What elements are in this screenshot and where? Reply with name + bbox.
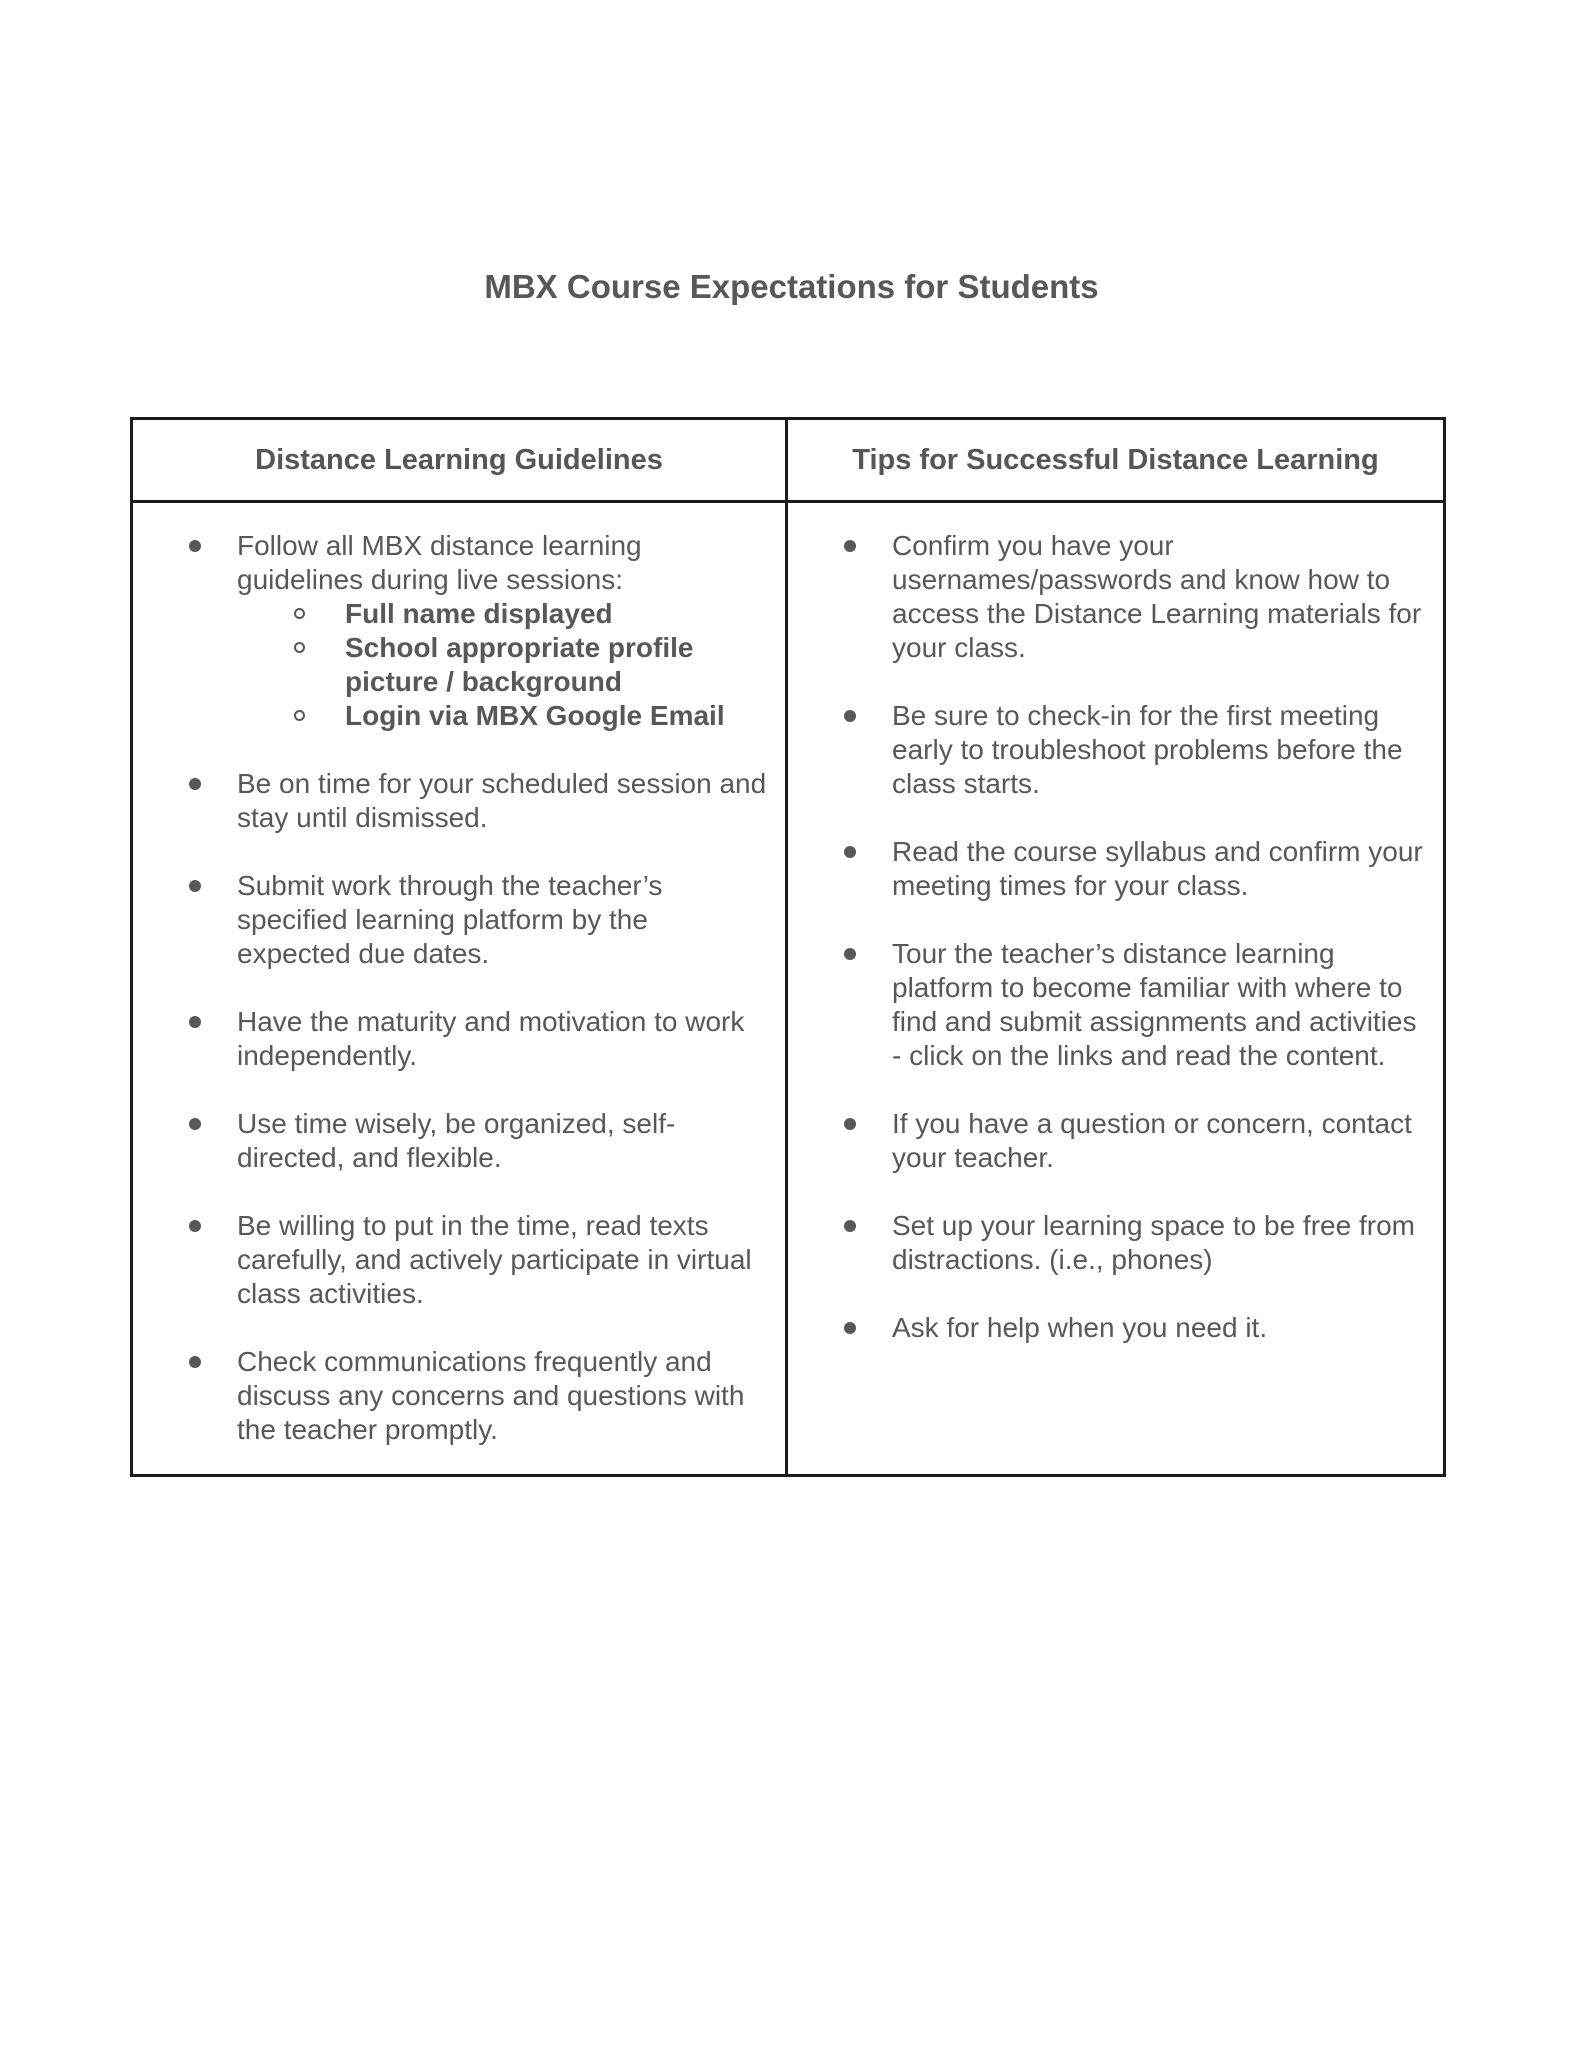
guidelines-header-cell <box>133 420 788 500</box>
guidelines-list <box>153 529 767 1447</box>
list-item <box>153 767 767 835</box>
list-item-text: Ask for help when you need it. <box>892 1312 1268 1343</box>
list-item <box>808 1209 1425 1277</box>
list-item-text: Submit work through the teacher’s specified learning platform by the expected due dates. <box>237 870 663 969</box>
bullet-icon <box>189 1356 201 1368</box>
list-item <box>808 835 1425 903</box>
sub-list <box>237 597 767 733</box>
sub-list-item <box>237 699 767 733</box>
tips-header-label: Tips for Successful Distance Learning <box>852 443 1379 476</box>
list-item-text: Confirm you have your usernames/passwords and know how to access the Distance Learning materials for your class. <box>892 530 1422 663</box>
sub-list-item <box>237 631 767 699</box>
bullet-icon <box>189 1118 201 1130</box>
list-item-text: Set up your learning space to be free from distractions. (i.e., phones) <box>892 1210 1415 1275</box>
bullet-icon <box>844 1322 856 1334</box>
list-item-text: Check communications frequently and discuss any concerns and questions with the teacher promptly. <box>237 1346 745 1445</box>
tips-list <box>808 529 1425 1345</box>
list-item-text: Be willing to put in the time, read texts carefully, and actively participate in virtual class activities. <box>237 1210 752 1309</box>
table-header-row <box>133 420 1443 503</box>
list-item <box>153 1107 767 1175</box>
bullet-icon <box>844 1220 856 1232</box>
guidelines-cell <box>133 503 788 1474</box>
bullet-icon <box>844 540 856 552</box>
list-item <box>153 1209 767 1311</box>
list-item-text: Be sure to check-in for the first meeting early to troubleshoot problems before the class starts. <box>892 700 1403 799</box>
list-item-text: Read the course syllabus and confirm your meeting times for your class. <box>892 836 1423 901</box>
list-item <box>153 1005 767 1073</box>
bullet-icon <box>844 710 856 722</box>
bullet-icon <box>189 1220 201 1232</box>
bullet-icon <box>844 948 856 960</box>
list-item <box>153 1345 767 1447</box>
list-item <box>153 869 767 971</box>
list-item-text: Tour the teacher’s distance learning platform to become familiar with where to find and submit assignments and activities - click on the links and read the content. <box>892 938 1417 1071</box>
tips-header-cell <box>788 420 1443 500</box>
list-item-text: If you have a question or concern, contact your teacher. <box>892 1108 1412 1173</box>
list-item <box>808 699 1425 801</box>
bullet-icon <box>189 1016 201 1028</box>
guidelines-header-label: Distance Learning Guidelines <box>255 443 663 476</box>
bullet-icon <box>844 1118 856 1130</box>
list-item-text: Follow all MBX distance learning guidelines during live sessions: <box>237 530 642 595</box>
list-item <box>808 529 1425 665</box>
sub-list-item-text: Full name displayed <box>345 598 613 629</box>
list-item-text: Be on time for your scheduled session and stay until dismissed. <box>237 768 767 833</box>
bullet-icon <box>189 540 201 552</box>
circle-bullet-icon <box>294 642 305 653</box>
circle-bullet-icon <box>294 710 305 721</box>
tips-cell <box>788 503 1443 1474</box>
list-item <box>153 529 767 733</box>
list-item <box>808 1311 1425 1345</box>
circle-bullet-icon <box>294 608 305 619</box>
bullet-icon <box>189 880 201 892</box>
list-item-text: Have the maturity and motivation to work independently. <box>237 1006 745 1071</box>
expectations-table <box>130 417 1446 1477</box>
bullet-icon <box>189 778 201 790</box>
list-item <box>808 1107 1425 1175</box>
page-title: MBX Course Expectations for Students <box>484 268 1099 305</box>
list-item-text: Use time wisely, be organized, self-directed, and flexible. <box>237 1108 676 1173</box>
bullet-icon <box>844 846 856 858</box>
table-body-row <box>133 503 1443 1474</box>
sub-list-item-text: School appropriate profile picture / background <box>345 632 694 697</box>
list-item <box>808 937 1425 1073</box>
sub-list-item-text: Login via MBX Google Email <box>345 700 725 731</box>
sub-list-item <box>237 597 767 631</box>
